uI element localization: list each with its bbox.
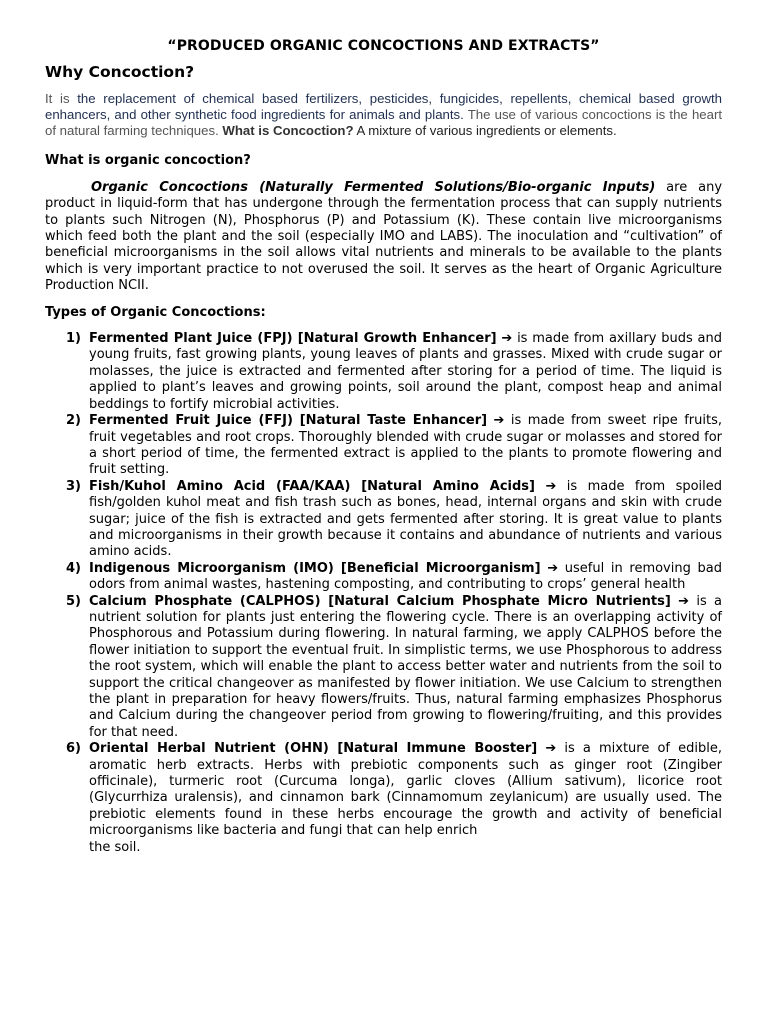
item-name: Fermented Plant Juice (FPJ) [Natural Growth Enhancer] [89,331,497,347]
item-number: 1) [66,331,81,347]
arrow-icon: ➔ [545,478,557,494]
arrow-icon: ➔ [501,331,513,347]
item-name: Fish/Kuhol Amino Acid (FAA/KAA) [Natural Amino Acids] [89,478,535,494]
intro-part-3: The use of various concoctions is the heart of natural farming techniques. [45,107,723,139]
intro-question: What is Concoction? [222,123,354,139]
item-description: useful in removing bad odors from animal wastes, hastening composting, and contributing to crops’ general health [89,560,722,593]
list-item [45,331,722,413]
definition-paragraph [45,180,722,295]
item-name: Fermented Fruit Juice (FFJ) [Natural Taste Enhancer] [89,413,488,429]
list-item [45,479,722,561]
list-item [45,413,722,479]
definition-body: are any product in liquid-form that has undergone through the fermentation process that can supply nutrients to plants such Nitrogen (N), Phosphorus (P) and Potassium (K). These contain live microorganisms which feed both the plant and the soil (especially IMO and LABS). The inoculation and “cultivation” of beneficial microorganisms in the soil allows vital nutrients and minerals to be available to the plants which is very important practice to not overused the soil. It serves as the heart of Organic Agriculture Production NCII. [45,179,723,294]
definition-lead: Organic Concoctions (Naturally Fermented Solutions/Bio-organic Inputs) [91,179,656,195]
item-description: is a nutrient solution for plants just entering the flowering cycle. There is an overlapping activity of Phosphorous and Potassium during flowering. In natural farming, we apply CALPHOS before the flower initiation to support the eventual fruit. In simplistic terms, we use Phosphorous to address the root system, which will enable the plant to access better water and nutrients from the soil to support the critical changeover as manifested by flower initiation. We use Calcium to strengthen the plant in preparation for heavy flowers/fruits. Thus, natural farming emphasizes Phosphorus and Calcium during the changeover period from growing to flowering/fruiting, and this provides for that need. [89,593,722,740]
item-description: is made from spoiled fish/golden kuhol meat and fish trash such as bones, head, internal organs and skin with crude sugar; juice of the fish is extracted and gets fermented after storing. It is great value to plants and microorganisms in their growth because it contains and abundance of nutrients and various amino acids. [89,478,723,560]
intro-part-1: It is [45,90,70,106]
item-description: is made from axillary buds and young fruits, fast growing plants, young leaves of plants and grasses. Mixed with crude sugar or molasses, the juice is extracted and fermented after storing for a period of time. The liquid is applied to plant’s leaves and growing points, soil around the plant, compost heap and animal beddings to fortify microbial activities. [89,331,723,412]
intro-part-2: the replacement of chemical based fertilizers, pesticides, fungicides, repellents, chemical based growth enhancers, and other synthetic food ingredients for animals and plants. [45,90,723,123]
item-name: Oriental Herbal Nutrient (OHN) [Natural Immune Booster] [89,741,538,757]
document-title: “PRODUCED ORGANIC CONCOCTIONS AND EXTRACTS” [167,38,600,54]
list-item [45,561,722,594]
item-number: 4) [66,560,81,576]
item-number: 6) [66,741,81,757]
list-item [45,741,722,856]
intro-paragraph [45,91,722,140]
item-description: is made from sweet ripe fruits, fruit vegetables and root crops. Thoroughly blended with crude sugar or molasses and stored for a short period of time, the fermented extract is applied to the plants to promote flowering and fruit setting. [89,413,723,478]
item-description-tail: the soil. [89,839,141,855]
arrow-icon: ➔ [493,413,505,429]
item-name: Indigenous Microorganism (IMO) [Beneficial Microorganism] [89,560,541,576]
item-name: Calcium Phosphate (CALPHOS) [Natural Calcium Phosphate Micro Nutrients] [89,593,671,609]
list-item [45,594,722,742]
item-number: 2) [66,413,81,429]
item-description: is a mixture of edible, aromatic herb extracts. Herbs with prebiotic components such as ginger root (Zingiber officinale), turmeric root (Curcuma longa), garlic cloves (Allium sativum), licorice root (Glycurrhiza uralensis), and cinnamon bark (Cinnamomum zeylanicum) are usually used. The prebiotic elements found in these herbs encourage the growth and activity of beneficial microorganisms like bacteria and fungi that can help enrich [89,741,722,839]
arrow-icon: ➔ [547,560,559,576]
types-heading: Types of Organic Concoctions: [45,304,266,320]
what-is-heading: What is organic concoction? [45,153,251,169]
arrow-icon: ➔ [545,741,557,757]
intro-part-4: A mixture of various ingredients or elements. [353,123,617,139]
types-list [45,331,722,856]
item-number: 3) [66,478,81,494]
item-number: 5) [66,593,81,609]
arrow-icon: ➔ [678,593,690,609]
why-concoction-heading: Why Concoction? [45,63,195,82]
